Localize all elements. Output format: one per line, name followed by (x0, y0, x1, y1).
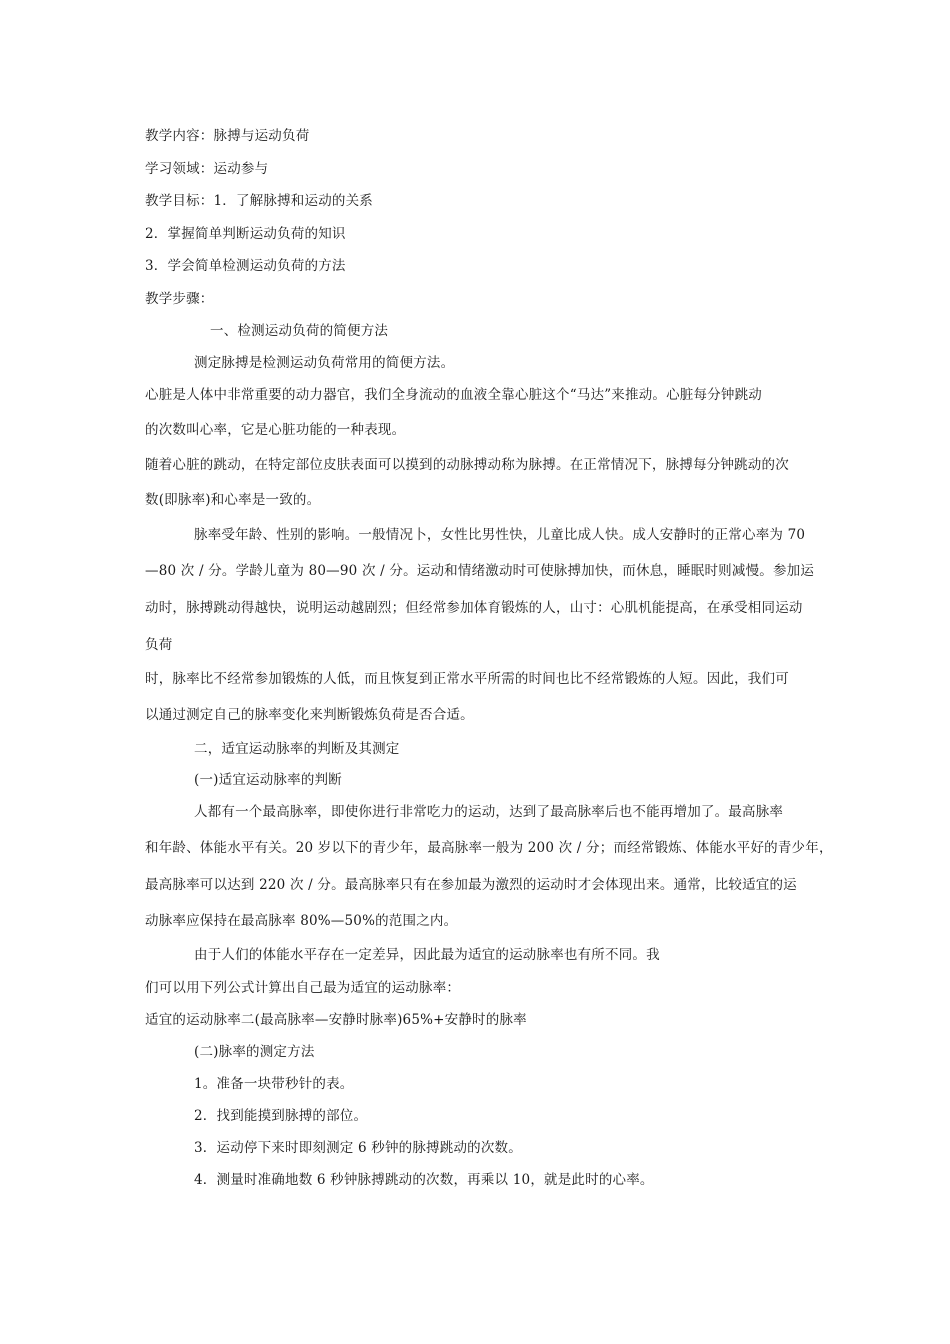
teaching-goal-1: 教学目标：1．了解脉搏和运动的关系 (145, 193, 373, 209)
section2-sub2: (二)脉率的测定方法 (194, 1044, 315, 1060)
section2-p2-line: 们可以用下列公式计算出自己最为适宜的运动脉率： (145, 980, 461, 996)
learning-domain: 学习领域：运动参与 (145, 161, 269, 177)
formula: 适宜的运动脉率二(最高脉率—安静时脉率)65%+安静时的脉率 (145, 1012, 527, 1028)
section1-intro: 测定脉搏是检测运动负荷常用的简便方法。 (194, 355, 455, 371)
method-step: 1。准备一块带秒针的表。 (194, 1076, 354, 1092)
teaching-goal-3: 3．学会简单检测运动负荷的方法 (145, 258, 346, 274)
method-step: 2．找到能摸到脉搏的部位。 (194, 1108, 368, 1124)
section1-p3-line: 脉率受年龄、性别的影响。一般情况卜，女性比男性快，儿童比成人快。成人安静时的正常心率为 70 (194, 527, 806, 543)
section1-p1-line: 心脏是人体中非常重要的动力器官，我们全身流动的血液全靠心脏这个“马达”来推动。心脏每分钟跳动 (145, 387, 763, 403)
section1-p3-line: 负荷 (145, 637, 173, 653)
section1-p2-line: 数(即脉率)和心率是一致的。 (145, 492, 321, 508)
section1-p1-line: 的次数叫心率，它是心脏功能的一种表现。 (145, 422, 406, 438)
section2-p1-line: 和年龄、体能水平有关。20 岁以下的青少年，最高脉率一般为 200 次 / 分；而经常锻炼、体能水平好的青少年， (145, 840, 833, 856)
section2-p1-line: 人都有一个最高脉率，即使你进行非常吃力的运动，达到了最高脉率后也不能再增加了。最高脉率 (194, 804, 784, 820)
section2-p1-line: 动脉率应保持在最高脉率 80%—50%的范围之内。 (145, 913, 458, 929)
method-step: 4．测量时准确地数 6 秒钟脉搏跳动的次数，再乘以 10，就是此时的心率。 (194, 1172, 654, 1188)
section2-p2-line: 由于人们的体能水平存在一定差异，因此最为适宜的运动脉率也有所不同。我 (194, 947, 660, 963)
section2-sub1: (一)适宜运动脉率的判断 (194, 772, 342, 788)
section1-p3-line: 以通过测定自己的脉率变化来判断锻炼负荷是否合适。 (145, 707, 474, 723)
section2-title: 二，适宜运动脉率的判断及其测定 (194, 741, 400, 757)
section1-p3-line: 动时，脉搏跳动得越快，说明运动越剧烈；但经常参加体育锻炼的人，山寸：心肌机能提高，在承受相同运动 (145, 600, 803, 616)
teaching-steps-label: 教学步骤： (145, 291, 214, 307)
section1-p2-line: 随着心脏的跳动，在特定部位皮肤表面可以摸到的动脉搏动称为脉搏。在正常情况下，脉搏每分钟跳动的次 (145, 457, 789, 473)
method-step: 3．运动停下来时即刻测定 6 秒钟的脉搏跳动的次数。 (194, 1140, 522, 1156)
section1-p3-line: —80 次 / 分。学龄儿童为 80—90 次 / 分。运动和情绪激动时可使脉搏加快，而休息，睡眠时则减慢。参加运 (145, 563, 815, 579)
section1-title: 一、检测运动负荷的简便方法 (210, 323, 389, 339)
teaching-content: 教学内容：脉搏与运动负荷 (145, 128, 310, 144)
section1-p3-line: 时，脉率比不经常参加锻炼的人低，而且恢复到正常水平所需的时间也比不经常锻炼的人短。因此，我们可 (145, 671, 789, 687)
teaching-goal-2: 2．掌握简单判断运动负荷的知识 (145, 226, 346, 242)
section2-p1-line: 最高脉率可以达到 220 次 / 分。最高脉率只有在参加最为激烈的运动时才会体现出来。通常，比较适宜的运 (145, 877, 797, 893)
